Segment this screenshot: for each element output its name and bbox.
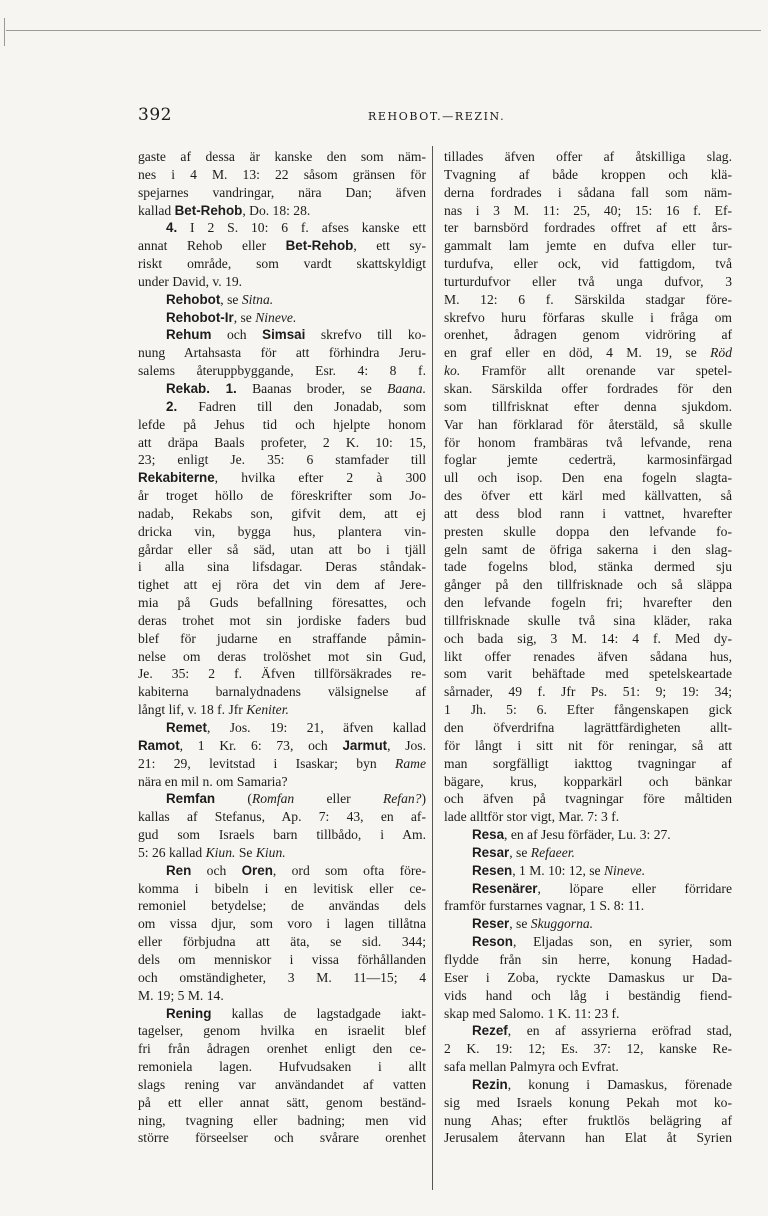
text-line (138, 326, 426, 344)
text-line (444, 291, 732, 309)
text-line (444, 612, 732, 630)
text-line (444, 416, 732, 434)
text-run: tade fogelns blod, stänka dermed sju (444, 559, 732, 575)
text-run: nas i 3 M. 11: 25, 40; 15: 16 f. Ef- (444, 202, 732, 218)
text-line (444, 344, 732, 362)
text-line (138, 505, 426, 523)
entry-headword: Rezef (472, 1023, 508, 1039)
text-run: , 1 Kr. 6: 73, och (179, 737, 343, 753)
entry-headword: Rekabiterne (138, 470, 215, 486)
text-run: turdufva, eller ock, vid fattigdom, två (444, 256, 732, 272)
text-run: gud som Israels barn tillbådo, i Am. (138, 827, 426, 843)
text-run: och (191, 862, 242, 878)
text-run: ning, tvagning eller badning; men vid (138, 1112, 426, 1128)
text-run: des öfver ett kärl med källvatten, så (444, 488, 732, 504)
text-run: lefde på Jehus tid och hjelpte honom (138, 416, 426, 432)
text-line (138, 719, 426, 737)
text-run: 21: 29, levitstad i Isaskar; byn (138, 755, 396, 771)
entry-headword: Reser (472, 916, 510, 932)
text-line (444, 969, 732, 987)
text-run: salems återuppbyggande, Esr. 4: 8 f. (138, 363, 426, 379)
text-line (138, 648, 426, 666)
text-run: flydde från sin herre, konung Hadad- (444, 951, 732, 967)
text-line (138, 773, 426, 791)
entry-headword: Bet-Rehob (285, 238, 354, 254)
text-run: att dräpa Baals profeter, 2 K. 10: 15, (138, 434, 426, 450)
text-line (138, 1058, 426, 1076)
text-line (444, 309, 732, 327)
text-line (138, 1076, 426, 1094)
entry-headword: Resenärer (472, 880, 538, 896)
text-line (444, 1022, 732, 1040)
text-line (444, 558, 732, 576)
text-line (444, 719, 732, 737)
text-run: och omständigheter, 3 M. 11—15; 4 (138, 969, 426, 985)
text-run: kallas de lagstadgade iakt- (211, 1005, 426, 1021)
text-run: remoniel betydelse; de användas dels (138, 898, 426, 914)
text-line (138, 219, 426, 237)
text-run: eller (294, 791, 383, 807)
cross-reference: Nineve. (603, 862, 646, 878)
text-run: på ett eller annat sätt, genom beständ- (138, 1094, 426, 1110)
text-run: som tillfrisknat efter denna sjukdom. (444, 398, 732, 414)
entry-headword: Resa (472, 827, 505, 843)
text-line (444, 237, 732, 255)
cross-reference: Röd (710, 345, 732, 361)
text-line (444, 1076, 732, 1094)
text-run: nelse om deras trolöshet mot sin Gud, (138, 648, 426, 664)
text-line (138, 665, 426, 683)
text-run: , ett sy- (353, 238, 426, 254)
entry-headword: Remet (166, 720, 207, 735)
text-line (138, 576, 426, 594)
cross-reference: Refan? (382, 791, 422, 807)
text-run: , Eljadas son, en syrier, som (512, 934, 732, 950)
page-edge-line (6, 30, 761, 31)
text-run: framför furstarnes vagnar, 1 S. 8: 11. (444, 898, 645, 914)
text-line (444, 1094, 732, 1112)
text-run: I 2 S. 10: 6 f. afses kanske ett (177, 220, 426, 236)
text-run: i alla sina lifsdagar. Deras ståndak- (138, 559, 426, 575)
entry-headword: 2. (166, 398, 178, 414)
text-run: ull och isop. Den ena fogeln slagta- (444, 470, 732, 486)
text-run: 2 K. 19: 12; Es. 37: 12, kanske Re- (444, 1041, 732, 1057)
text-line (444, 701, 732, 719)
text-run: ( (215, 791, 252, 807)
text-line (138, 541, 426, 559)
entry-headword: Ramot (138, 737, 180, 753)
text-run: att dess blod rann i vattnet, hvarefter (444, 505, 732, 521)
text-run: kabiterna barnalydnadens välsignelse af (138, 684, 426, 700)
text-line (444, 326, 732, 344)
cross-reference: Kiun. (205, 844, 236, 860)
text-run: för långt i sitt nit för reningar, så att (444, 737, 732, 753)
text-line (138, 1094, 426, 1112)
text-line (138, 558, 426, 576)
text-run: nadab, Rekabs son, gifvit dem, att ej (138, 505, 426, 521)
text-run: dricka vin, bygga hus, plantera vin- (138, 523, 426, 539)
text-run: Framför allt orenande var spetel- (460, 363, 732, 379)
text-line (138, 630, 426, 648)
text-run: , en af Jesu förfäder, Lu. 3: 27. (504, 827, 671, 843)
text-line (138, 862, 426, 880)
text-run: Eser i Zoba, ryckte Damaskus ur Da- (444, 969, 732, 985)
text-run: slags rening var användandet af vatten (138, 1076, 426, 1092)
text-run: en graf eller en död, 4 M. 19, se (444, 345, 711, 361)
text-line (138, 416, 426, 434)
text-line (138, 523, 426, 541)
text-line (138, 398, 426, 416)
text-run: Se (235, 844, 256, 860)
text-run: för honom frambäras två lefvande, rena (444, 434, 732, 450)
text-run: nes i 4 M. 13: 22 såsom gränsen för (138, 166, 426, 182)
text-line (138, 1022, 426, 1040)
text-line (138, 826, 426, 844)
text-line (444, 148, 732, 166)
text-run: ) (421, 791, 426, 807)
cross-reference: Nineve. (255, 309, 297, 325)
text-run: , ord som ofta före- (272, 862, 426, 878)
text-line (138, 291, 426, 309)
text-run: tagelser, genom hvilka en israelit blef (138, 1023, 426, 1039)
text-run: man sorgfälligt iakttog tvagningar af (444, 755, 732, 771)
cross-reference: Keniter. (246, 702, 289, 718)
text-run: M. 12: 6 f. Särskilda stadgar före- (444, 291, 732, 307)
text-run: eller förbjudna att äta, se sid. 344; (138, 934, 426, 950)
text-run: , Jos. 19: 21, äfven kallad (206, 720, 426, 735)
text-line (444, 808, 732, 826)
text-run: annat Rehob eller (138, 238, 286, 254)
text-run: mia på Guds befallning föresattes, och (138, 595, 426, 611)
text-run: skap med Salomo. 1 K. 11: 23 f. (444, 1005, 620, 1021)
text-line (138, 897, 426, 915)
text-run: , Jos. (387, 737, 426, 753)
text-line (138, 594, 426, 612)
text-run: Je. 35: 2 f. Äfven tillförsäkrades re- (138, 666, 426, 682)
text-run: dels om menniskor i vissa förhållanden (138, 951, 426, 967)
text-run: presten skulle doppa den lefvande fo- (444, 523, 732, 539)
text-line (138, 148, 426, 166)
entry-headword: Jarmut (342, 737, 388, 753)
text-run: större förseelser och svårare orenhet (138, 1130, 426, 1146)
text-run: och bada sig, 3 M. 14: 4 f. Med dy- (444, 630, 732, 646)
text-line (138, 451, 426, 469)
cross-reference: Skuggorna. (530, 916, 594, 932)
text-run: skrefvo till ko- (305, 327, 426, 343)
text-line (138, 344, 426, 362)
text-run: orenhet, ådragen genom vidröring af (444, 327, 732, 343)
text-line (138, 612, 426, 630)
text-run: , se (509, 844, 531, 860)
text-line (138, 737, 426, 755)
text-run: sig med Israels konung Pekah mot ko- (444, 1094, 732, 1110)
text-run: lade alltför stor vigt, Mar. 7: 3 f. (444, 809, 620, 825)
text-run: , en af assyrierna eröfrad stad, (507, 1023, 732, 1039)
text-line (444, 1040, 732, 1058)
entry-headword: Remfan (166, 791, 216, 807)
text-line (138, 933, 426, 951)
text-line (138, 790, 426, 808)
column-divider (432, 146, 433, 1190)
text-run: Jerusalem återvann han Elat åt Syrien (444, 1130, 732, 1146)
text-line (138, 1129, 426, 1147)
text-run: , konung i Damaskus, förenade (507, 1076, 732, 1092)
text-line (444, 880, 732, 898)
text-line (138, 237, 426, 255)
text-line (444, 1005, 732, 1023)
text-line (444, 683, 732, 701)
text-line (138, 701, 426, 719)
text-line (444, 362, 732, 380)
text-run: tillades äfven offer af åtskilliga slag. (444, 149, 732, 164)
text-line (444, 523, 732, 541)
text-run: blef för judarne en straffande påmin- (138, 630, 426, 646)
text-run: , Do. 18: 28. (242, 202, 311, 218)
text-line (444, 933, 732, 951)
text-line (138, 487, 426, 505)
text-run: komma i bibeln i en levitisk eller ce- (138, 880, 426, 896)
text-run: Fadren till den Jonadab, som (177, 398, 426, 414)
entry-headword: Resen (472, 862, 513, 878)
text-run: kallad (138, 202, 175, 218)
text-line (138, 362, 426, 380)
text-run: , se (509, 916, 531, 932)
text-line (444, 202, 732, 220)
entry-headword: 4. (166, 220, 178, 236)
cross-reference: Sitna. (241, 291, 274, 307)
text-line (444, 665, 732, 683)
cross-reference: Kiun. (255, 844, 286, 860)
text-line (138, 683, 426, 701)
text-line (444, 434, 732, 452)
text-line (444, 773, 732, 791)
text-run: om vissa djur, som voro i lagen tillåtna (138, 916, 426, 932)
text-line (444, 166, 732, 184)
text-line (138, 1040, 426, 1058)
text-run: vids hand och låg i beständig fiend- (444, 987, 732, 1003)
text-line (444, 505, 732, 523)
text-run: gammalt lam jemte en dufva eller tur- (444, 238, 732, 254)
running-head: REHOBOT.—REZIN. (368, 110, 506, 123)
page-edge-mark (4, 18, 5, 46)
text-line (444, 380, 732, 398)
entry-headword: Rehum (166, 327, 212, 343)
cross-reference: Refaeer. (530, 844, 575, 860)
text-line (444, 594, 732, 612)
text-line (444, 915, 732, 933)
text-line (138, 880, 426, 898)
text-line (138, 469, 426, 487)
text-run: spejarnes vandringar, nära Dan; äfven (138, 184, 426, 200)
text-run: och (211, 327, 263, 343)
text-run: fri från ådragen orenhet enligt den ce- (138, 1041, 426, 1057)
text-run: skan. Särskilda offer fordrades för den (444, 380, 732, 396)
text-line (444, 826, 732, 844)
text-line (444, 255, 732, 273)
text-line (138, 808, 426, 826)
text-run: tillfrisknade skulle två sina kläder, raka (444, 612, 732, 628)
entry-headword: Rekab. 1. (166, 380, 237, 396)
text-run: 23; enligt Je. 35: 6 stamfader till (138, 452, 426, 468)
text-line (444, 469, 732, 487)
text-run: sårnader, 49 f. Jfr Ps. 51: 9; 19: 34; (444, 684, 732, 700)
text-run: den öfverdrifna lagrättfärdigheten allt- (444, 720, 732, 735)
text-line (444, 790, 732, 808)
text-run: likt offer renades äfven sådana hus, (444, 648, 732, 664)
text-line (444, 398, 732, 416)
left-column (138, 148, 426, 1147)
text-run: M. 19; 5 M. 14. (138, 987, 224, 1003)
text-run: deras trohet mot sin jordiske faders bud (138, 612, 426, 628)
right-column (444, 148, 732, 1147)
text-line (138, 969, 426, 987)
text-run: Var han förklarad för återstäld, så skulle (444, 416, 732, 432)
cross-reference: ko. (444, 363, 461, 379)
text-line (444, 1058, 732, 1076)
text-line (444, 755, 732, 773)
text-line (444, 987, 732, 1005)
text-line (444, 219, 732, 237)
text-run: och äfven på tvagningar före måltiden (444, 791, 732, 807)
text-line (444, 1129, 732, 1147)
entry-headword: Resar (472, 844, 510, 860)
text-run: turturdufvor eller två unga dufvor, 3 (444, 273, 732, 289)
text-run: 1 Jh. 5: 6. Efter fångenskapen gick (444, 702, 732, 718)
entry-headword: Ren (166, 862, 192, 878)
text-line (138, 380, 426, 398)
text-line (138, 1005, 426, 1023)
text-run: , löpare eller förridare (537, 880, 732, 896)
text-line (444, 541, 732, 559)
text-run: riskt område, som vardt skattskyldigt (138, 256, 426, 272)
text-line (444, 184, 732, 202)
text-line (444, 897, 732, 915)
text-run: gånger på den tillfrisknade och så släppa (444, 577, 732, 593)
entry-headword: Rehobot (166, 291, 221, 307)
entry-headword: Reson (472, 934, 513, 950)
text-run: den lefvande fogeln fri; hvarefter den (444, 595, 732, 611)
text-run: , se (220, 291, 242, 307)
text-run: långt lif, v. 18 f. Jfr (138, 702, 247, 718)
cross-reference: Baana. (387, 380, 426, 396)
text-run: gårdar eller så säd, utan att bo i tjäll (138, 541, 426, 557)
text-line (444, 576, 732, 594)
text-run: remoniela lagen. Hufvudsaken i allt (138, 1059, 426, 1075)
text-line (138, 166, 426, 184)
entry-headword: Oren (241, 862, 273, 878)
text-run: foglar jemte cederträ, karmosinfärgad (444, 452, 732, 468)
text-line (138, 309, 426, 327)
entry-headword: Rening (166, 1005, 212, 1021)
text-line (138, 184, 426, 202)
text-line (444, 737, 732, 755)
text-line (444, 451, 732, 469)
text-run: ter barnsbörd fordrades offret af ett års- (444, 220, 732, 236)
text-run: geln samt de öfriga sakerna i den slag- (444, 541, 732, 557)
text-run: nung Artahsasta för att förhindra Jeru- (138, 345, 426, 361)
text-run: , 1 M. 10: 12, se (512, 862, 604, 878)
text-run: Baanas broder, se (236, 380, 388, 396)
text-run: nung Ahas; efter fruktlös belägring af (444, 1112, 732, 1128)
text-line (138, 255, 426, 273)
cross-reference: Romfan (251, 791, 295, 807)
text-line (138, 951, 426, 969)
text-line (444, 951, 732, 969)
text-line (138, 434, 426, 452)
text-line (138, 755, 426, 773)
text-line (444, 1112, 732, 1130)
text-run: , hvilka efter 2 à 300 (214, 470, 426, 486)
text-run: bägare, krus, kopparkärl och bänkar (444, 773, 732, 789)
text-run: gaste af dessa är kanske den som näm- (138, 149, 426, 164)
entry-headword: Bet-Rehob (174, 202, 243, 218)
text-line (138, 987, 426, 1005)
text-line (138, 1112, 426, 1130)
text-run: , se (233, 309, 256, 325)
entry-headword: Rehobot-Ir (166, 309, 234, 325)
text-line (138, 202, 426, 220)
text-run: Tvagning af både kroppen och klä- (444, 166, 732, 182)
text-line (138, 844, 426, 862)
text-run: under David, v. 19. (138, 273, 243, 289)
text-line (444, 273, 732, 291)
text-line (444, 648, 732, 666)
text-line (444, 630, 732, 648)
text-run: som varit behäftade med spetelskeartade (444, 666, 732, 682)
text-run: år troget höllo de föreskrifter som Jo- (138, 488, 426, 504)
text-run: skrefvo huru förfaras skulle i fråga om (444, 309, 732, 325)
cross-reference: Rame (395, 755, 426, 771)
text-run: safa mellan Palmyra och Evfrat. (444, 1059, 619, 1075)
text-run: derna fordrades i sådana fall som näm- (444, 184, 732, 200)
text-line (138, 915, 426, 933)
text-run: kallas af Stefanus, Ap. 7: 43, en af- (138, 809, 426, 825)
text-run: nära en mil n. om Samaria? (138, 773, 288, 789)
entry-headword: Rezin (472, 1076, 508, 1092)
text-line (444, 844, 732, 862)
text-run: tighet att ej röra det vin dem af Jere- (138, 577, 426, 593)
page-number: 392 (138, 105, 172, 125)
entry-headword: Simsai (262, 327, 306, 343)
text-line (444, 487, 732, 505)
text-line (444, 862, 732, 880)
text-run: 5: 26 kallad (138, 844, 206, 860)
text-line (138, 273, 426, 291)
